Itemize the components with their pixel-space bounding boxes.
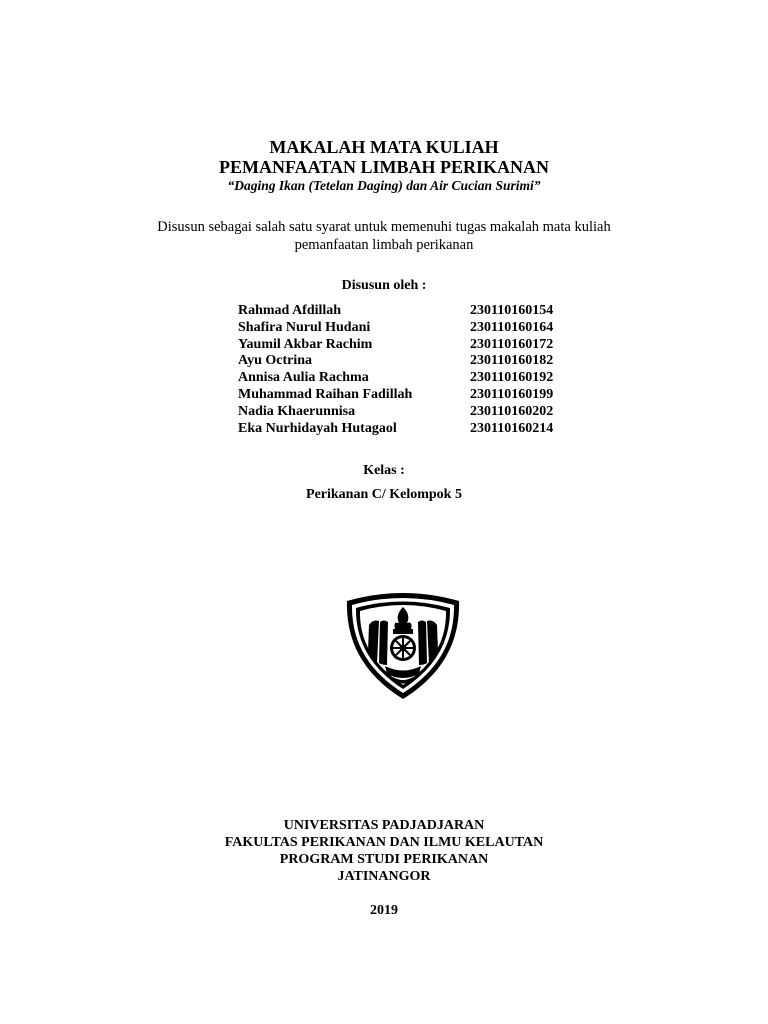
- authors-heading: Disusun oleh :: [341, 278, 427, 293]
- member-row: [238, 421, 578, 438]
- member-name: Yaumil Akbar Rachim: [238, 336, 373, 352]
- university-padjadjaran-emblem-icon: [341, 591, 465, 701]
- member-row: [238, 387, 578, 404]
- member-name: Nadia Khaerunnisa: [238, 403, 356, 419]
- member-row: [238, 337, 578, 354]
- member-row: [238, 404, 578, 421]
- purpose-line-2: pemanfaatan limbah perikanan: [294, 237, 474, 253]
- member-nim: 230110160154: [470, 303, 554, 318]
- university-name: UNIVERSITAS PADJADJARAN: [283, 818, 485, 833]
- title-line-1: MAKALAH MATA KULIAH: [269, 137, 499, 157]
- member-nim: 230110160199: [470, 386, 554, 402]
- faculty-name: FAKULTAS PERIKANAN DAN ILMU KELAUTAN: [224, 835, 544, 850]
- member-row: [238, 320, 578, 337]
- member-list: [238, 303, 578, 437]
- city-name: JATINANGOR: [337, 869, 431, 884]
- member-name: Rahmad Afdillah: [238, 303, 342, 318]
- title-line-2: PEMANFAATAN LIMBAH PERIKANAN: [219, 157, 549, 177]
- member-nim: 230110160202: [470, 403, 554, 419]
- member-name: Muhammad Raihan Fadillah: [238, 386, 413, 402]
- member-name: Annisa Aulia Rachma: [238, 370, 369, 386]
- class-heading: Kelas :: [363, 463, 405, 478]
- member-nim: 230110160172: [470, 336, 554, 352]
- member-row: [238, 303, 578, 320]
- member-name: Eka Nurhidayah Hutagaol: [238, 420, 397, 436]
- member-row: [238, 370, 578, 387]
- member-name: Ayu Octrina: [238, 353, 313, 369]
- purpose-line-1: Disusun sebagai salah satu syarat untuk memenuhi tugas makalah mata kuliah: [157, 219, 611, 235]
- subtitle: “Daging Ikan (Tetelan Daging) dan Air Cucian Surimi”: [227, 178, 541, 193]
- member-nim: 230110160164: [470, 319, 554, 335]
- member-nim: 230110160214: [470, 420, 554, 436]
- member-name: Shafira Nurul Hudani: [238, 319, 371, 335]
- member-nim: 230110160192: [470, 370, 554, 386]
- class-value: Perikanan C/ Kelompok 5: [306, 487, 462, 502]
- program-name: PROGRAM STUDI PERIKANAN: [279, 852, 489, 867]
- year: 2019: [370, 903, 398, 918]
- member-nim: 230110160182: [470, 353, 554, 369]
- member-row: [238, 353, 578, 370]
